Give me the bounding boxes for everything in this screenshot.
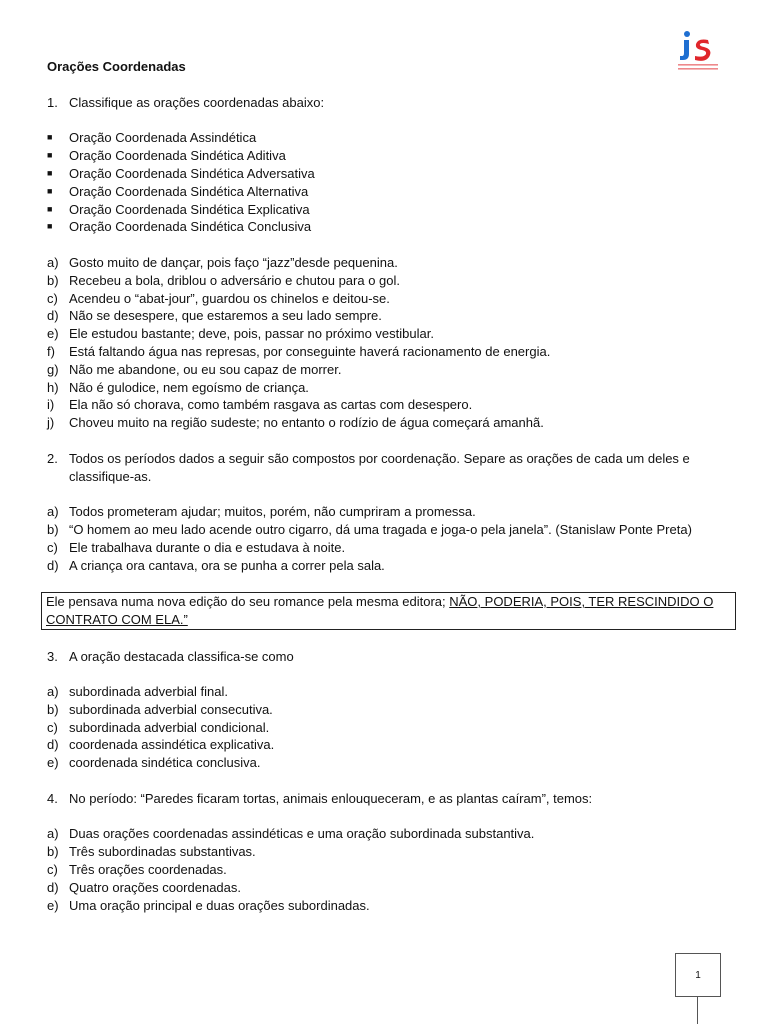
question-text: A oração destacada classifica-se como xyxy=(69,648,294,664)
list-item: h) Não é gulodice, nem egoísmo de criança. xyxy=(47,379,309,395)
bullet-item: ■ Oração Coordenada Sindética Conclusiva xyxy=(47,219,312,235)
square-bullet-icon: ■ xyxy=(47,203,53,214)
excerpt-highlighted-clause: NÃO, PODERIA, POIS, TER RESCINDIDO O CONTRATO COM ELA.” xyxy=(46,594,714,627)
question-4-options xyxy=(47,825,727,914)
option-item: d) Quatro orações coordenadas. xyxy=(47,879,241,895)
list-item: b) “O homem ao meu lado acende outro cigarro, dá uma tragada e joga-o pela janela”. (Stanislaw Ponte Preta) xyxy=(47,521,692,537)
question-1-items xyxy=(47,254,727,432)
page-title: Orações Coordenadas xyxy=(47,59,186,74)
question-number: 1. xyxy=(47,94,58,110)
bullet-item: ■ Oração Coordenada Sindética Aditiva xyxy=(47,148,286,164)
option-item: a) Duas orações coordenadas assindéticas e uma oração subordinada substantiva. xyxy=(47,826,535,842)
option-item: d) coordenada assindética explicativa. xyxy=(47,737,275,753)
question-number: 4. xyxy=(47,790,58,806)
option-item: a) subordinada adverbial final. xyxy=(47,684,228,700)
square-bullet-icon: ■ xyxy=(47,150,53,161)
bullet-item: ■ Oração Coordenada Sindética Alternativa xyxy=(47,183,309,199)
square-bullet-icon: ■ xyxy=(47,185,53,196)
question-2 xyxy=(47,450,727,486)
page-number-box xyxy=(675,953,721,997)
square-bullet-icon: ■ xyxy=(47,132,53,143)
option-item: b) subordinada adverbial consecutiva. xyxy=(47,701,273,717)
question-number: 3. xyxy=(47,648,58,664)
square-bullet-icon: ■ xyxy=(47,221,53,232)
list-item: a) Gosto muito de dançar, pois faço “jazz”desde pequenina. xyxy=(47,254,398,270)
list-item: e) Ele estudou bastante; deve, pois, passar no próximo vestibular. xyxy=(47,326,434,342)
question-text: Todos os períodos dados a seguir são compostos por coordenação. Separe as orações de cada um deles e classifique-as. xyxy=(69,450,690,484)
option-item: e) coordenada sindética conclusiva. xyxy=(47,755,261,771)
list-item: a) Todos prometeram ajudar; muitos, porém, não cumpriram a promessa. xyxy=(47,504,476,520)
document-content xyxy=(47,58,727,914)
option-item: c) Três orações coordenadas. xyxy=(47,862,227,878)
list-item: f) Está faltando água nas represas, por conseguinte haverá racionamento de energia. xyxy=(47,343,551,359)
bullet-item: ■ Oração Coordenada Assindética xyxy=(47,130,257,146)
question-1 xyxy=(47,94,727,112)
question-2-items xyxy=(47,503,727,574)
question-number: 2. xyxy=(47,450,58,466)
option-item: e) Uma oração principal e duas orações subordinadas. xyxy=(47,897,370,913)
list-item: d) A criança ora cantava, ora se punha a correr pela sala. xyxy=(47,557,385,573)
bullet-item: ■ Oração Coordenada Sindética Explicativa xyxy=(47,201,310,217)
list-item: j) Choveu muito na região sudeste; no entanto o rodízio de água começará amanhã. xyxy=(47,415,544,431)
option-item: c) subordinada adverbial condicional. xyxy=(47,719,270,735)
option-item: b) Três subordinadas substantivas. xyxy=(47,844,256,860)
list-item: g) Não me abandone, ou eu sou capaz de morrer. xyxy=(47,361,342,377)
question-4 xyxy=(47,790,727,808)
excerpt-box xyxy=(41,592,736,630)
list-item: c) Ele trabalhava durante o dia e estudava à noite. xyxy=(47,539,346,555)
excerpt-text: Ele pensava numa nova edição do seu romance pela mesma editora; xyxy=(46,594,450,610)
list-item: d) Não se desespere, que estaremos a seu lado sempre. xyxy=(47,308,382,324)
bullet-item: ■ Oração Coordenada Sindética Adversativa xyxy=(47,165,315,181)
list-item: c) Acendeu o “abat-jour”, guardou os chinelos e deitou-se. xyxy=(47,290,390,306)
page-number-stem xyxy=(697,996,698,1024)
question-3 xyxy=(47,648,727,666)
question-text: No período: “Paredes ficaram tortas, animais enlouqueceram, e as plantas caíram”, temos: xyxy=(69,790,593,806)
question-text: Classifique as orações coordenadas abaixo: xyxy=(69,94,325,110)
list-item: b) Recebeu a bola, driblou o adversário e chutou para o gol. xyxy=(47,272,400,288)
page-number: 1 xyxy=(695,969,701,981)
question-3-options xyxy=(47,683,727,772)
square-bullet-icon: ■ xyxy=(47,167,53,178)
list-item: i) Ela não só chorava, como também rasgava as cartas com desespero. xyxy=(47,397,473,413)
classification-bullet-list xyxy=(47,129,727,236)
